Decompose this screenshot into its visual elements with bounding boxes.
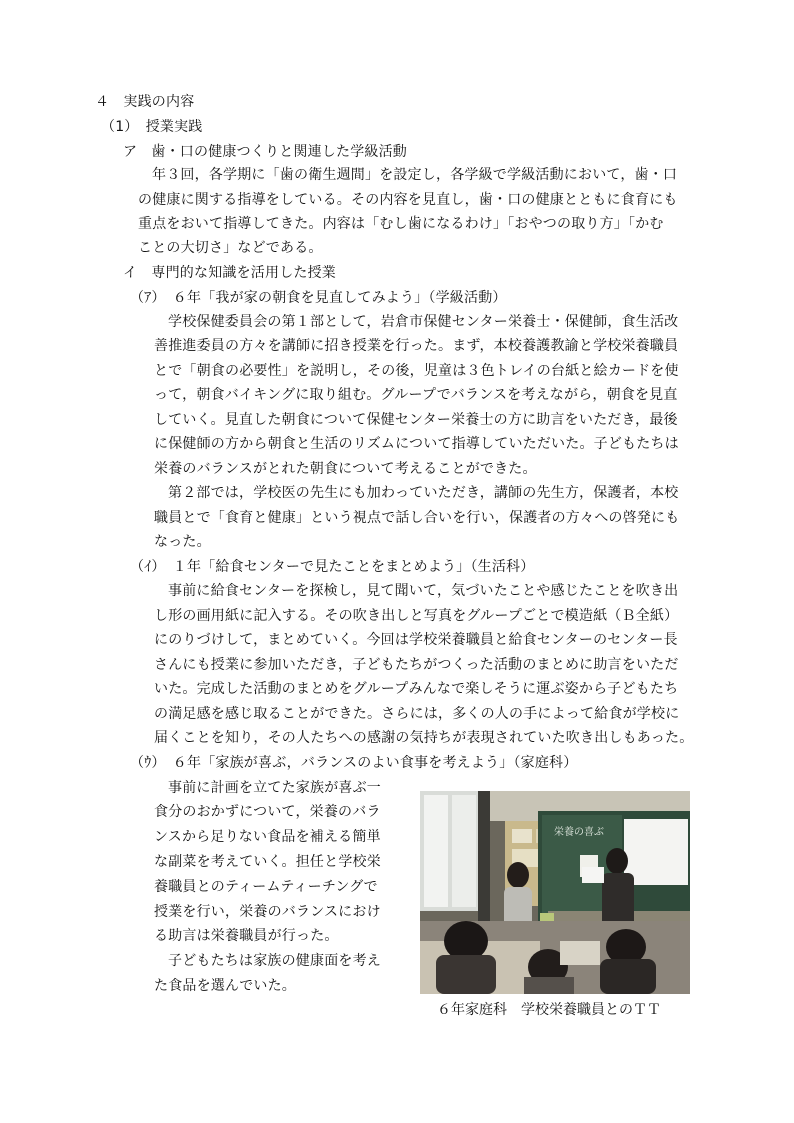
- sub3-line: 事前に計画を立てた家族が喜ぶ一: [168, 780, 381, 796]
- sub2-line: し形の画用紙に記入する。その吹き出しと写真をグループごとで模造紙（Ｂ全紙）: [154, 608, 679, 624]
- sub3-line: ンスから足りない食品を補える簡単: [154, 829, 381, 845]
- item-a-line: 重点をおいて指導してきた。内容は「むし歯になるわけ」「おやつの取り方」「かむ: [138, 216, 664, 232]
- sub1-line: 職員とで「食育と健康」という視点で話し合いを行い，保護者の方々への啓発にも: [154, 510, 680, 526]
- sub2-line: 事前に給食センターを探検し，見て聞いて，気づいたことや感じたことを吹き出: [168, 583, 679, 599]
- subsection-heading: （1） 授業実践: [101, 119, 203, 135]
- sub3-line: た食品を選んでいた。: [154, 978, 296, 994]
- blackboard-text: 栄養の喜ぶ: [554, 827, 604, 838]
- sub1-line: に保健師の方から朝食と生活のリズムについて指導していただいた。子どもたちは: [154, 436, 679, 452]
- section-heading: ４ 実践の内容: [95, 94, 195, 110]
- sub2-line: 届くことを知り，その人たちへの感謝の気持ちが表現されていた吹き出しもあった。: [154, 730, 694, 746]
- item-a-line: 年３回，各学期に「歯の衛生週間」を設定し，各学級で学級活動において，歯・口: [152, 167, 678, 183]
- sub3-line: な副菜を考えていく。担任と学校栄: [154, 854, 381, 870]
- sub1-title: （ｱ） ６年「我が家の朝食を見直してみよう」（学級活動）: [130, 290, 507, 306]
- sub3-line: 養職員とのティームティーチングで: [154, 879, 378, 895]
- item-a-line: ことの大切さ」などである。: [138, 240, 323, 256]
- sub2-title: （ｲ） １年「給食センターで見たことをまとめよう」（生活科）: [130, 559, 535, 575]
- sub1-line: していく。見直した朝食について保健センター栄養士の方に助言をいただき，最後: [154, 412, 678, 428]
- sub1-line: とで「朝食の必要性」を説明し，その後，児童は３色トレイの台紙と絵カードを使: [154, 363, 679, 379]
- sub3-line: る助言は栄養職員が行った。: [154, 928, 339, 944]
- sub2-line: にのりづけして，まとめていく。今回は学校栄養職員と給食センターのセンター長: [154, 632, 678, 648]
- sub1-line: って，朝食バイキングに取り組む。グループでバランスを考えながら，朝食を見直: [154, 387, 678, 403]
- sub1-line: 学校保健委員会の第１部として，岩倉市保健センター栄養士・保健師，食生活改: [168, 314, 679, 330]
- sub1-line: 栄養のバランスがとれた朝食について考えることができた。: [154, 461, 537, 477]
- sub1-line: なった。: [154, 534, 211, 550]
- sub2-line: いた。完成した活動のまとめをグループみんなで楽しそうに運ぶ姿から子どもたち: [154, 681, 679, 697]
- sub3-title: （ｳ） ６年「家族が喜ぶ，バランスのよい食事を考えよう」（家庭科）: [130, 755, 578, 771]
- photo-caption: ６年家庭科 学校栄養職員とのＴＴ: [437, 1002, 661, 1018]
- item-a-line: の健康に関する指導をしている。その内容を見直し，歯・口の健康とともに食育にも: [138, 192, 678, 208]
- sub3-line: 食分のおかずについて，栄養のバラ: [154, 804, 381, 820]
- item-i-title: イ 専門的な知識を活用した授業: [123, 265, 336, 281]
- sub3-line: 授業を行い，栄養のバランスにおけ: [154, 904, 381, 920]
- classroom-photo-illustration: [420, 791, 690, 994]
- classroom-photo: [420, 791, 690, 994]
- sub3-line: 子どもたちは家族の健康面を考え: [168, 953, 381, 969]
- sub2-line: の満足感を感じ取ることができた。さらには，多くの人の手によって給食が学校に: [154, 706, 680, 722]
- sub1-line: 善推進委員の方々を講師に招き授業を行った。まず，本校養護教諭と学校栄養職員: [154, 338, 679, 354]
- sub1-line: 第２部では，学校医の先生にも加わっていただき，講師の先生方，保護者，本校: [168, 485, 679, 501]
- sub2-line: さんにも授業に参加いただき，子どもたちがつくった活動のまとめに助言をいただ: [154, 657, 679, 673]
- item-a-title: ア 歯・口の健康つくりと関連した学級活動: [123, 144, 407, 160]
